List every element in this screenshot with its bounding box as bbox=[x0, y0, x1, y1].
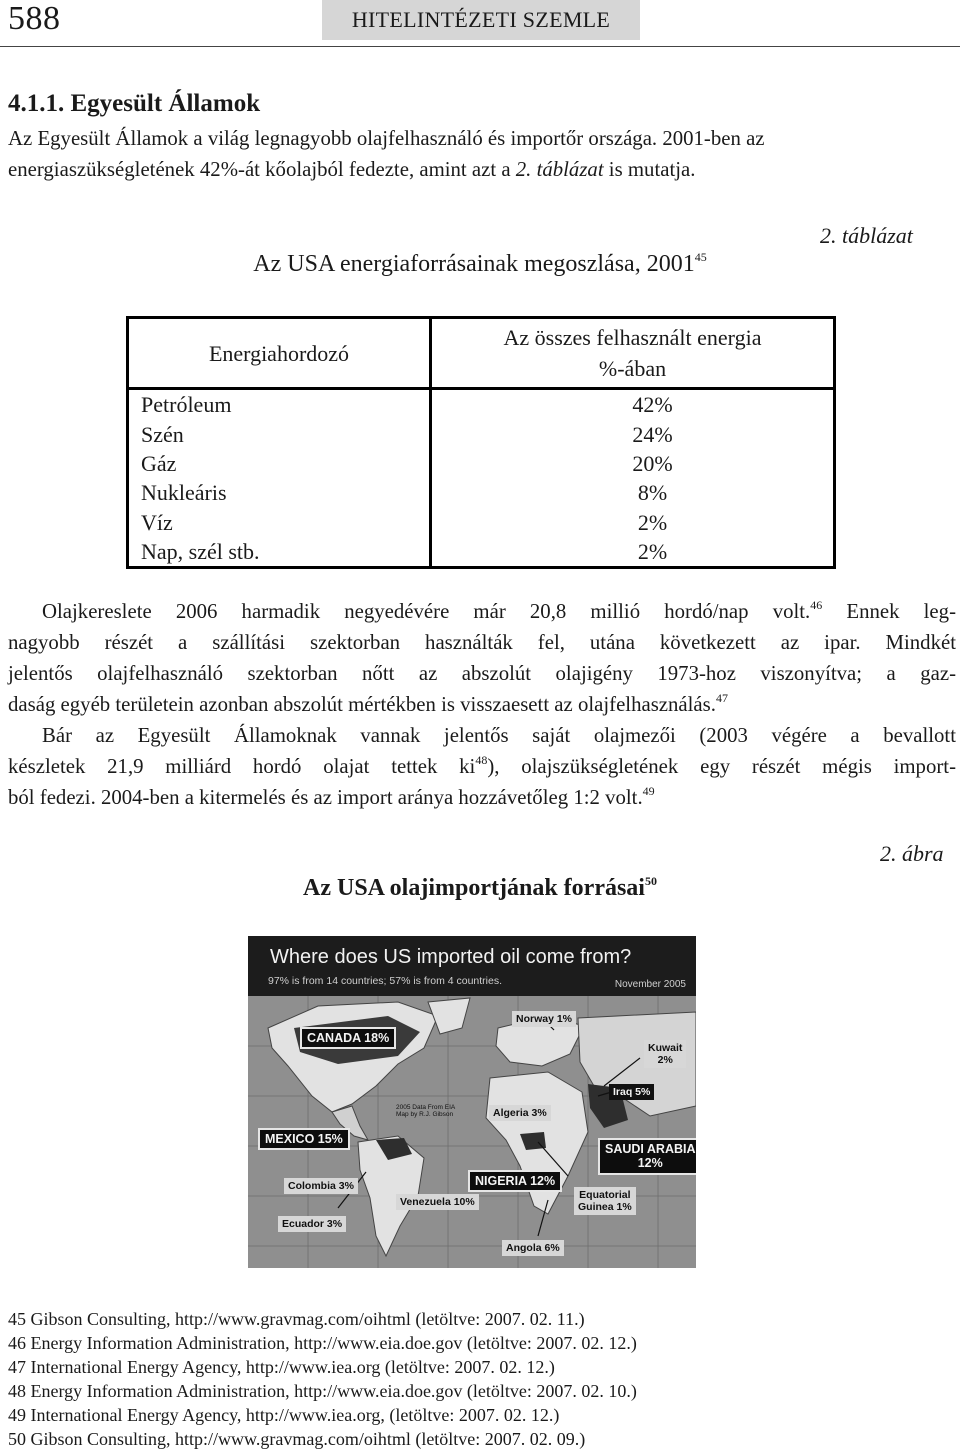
footnote-48: 48 Energy Information Administration, http://www.eia.doe.gov (letöltve: 2007. 02. 10.) bbox=[8, 1381, 637, 1401]
footnote-ref: 46 bbox=[810, 598, 823, 612]
table-row bbox=[128, 449, 835, 478]
body-line bbox=[8, 782, 956, 813]
intro-line-2-end: is mutatja. bbox=[603, 158, 696, 181]
label-colombia: Colombia 3% bbox=[284, 1178, 358, 1194]
label-equatorial-guinea-line-2: Guinea 1% bbox=[578, 1201, 632, 1214]
map-subtitle: 97% is from 14 countries; 57% is from 4 countries. bbox=[268, 975, 503, 987]
table-cell-value: 42% bbox=[632, 392, 673, 418]
body-line: Bár az Egyesült Államoknak vannak jelentős saját olajmezői (2003 végére a bevallott bbox=[42, 724, 956, 747]
body-text: daság egyéb területein azonban abszolút mértékben is visszaesett az olajfelhasználás. bbox=[8, 693, 716, 716]
journal-title-text: HITELINTÉZETI SZEMLE bbox=[351, 7, 611, 32]
table-title-footnote-ref: 45 bbox=[694, 250, 707, 264]
footnote-45: 45 Gibson Consulting, http://www.gravmag.com/oihtml (letöltve: 2007. 02. 11.) bbox=[8, 1309, 585, 1329]
footnote-49: 49 International Energy Agency, http://www.iea.org, (letöltve: 2007. 02. 12.) bbox=[8, 1405, 560, 1425]
header-rule bbox=[0, 46, 960, 47]
body-text: ), olajszükségletének egy részét mégis import- bbox=[487, 755, 956, 778]
footnote-ref: 47 bbox=[715, 691, 728, 705]
label-saudi-arabia bbox=[598, 1138, 696, 1175]
body-line bbox=[8, 689, 956, 720]
body-line: jelentős olajfelhasználó szektorban nőtt az abszolút olajigény 1973-hoz viszonyítva; a gaz- bbox=[8, 662, 956, 685]
section-title: 4.1.1. Egyesült Államok bbox=[8, 90, 261, 117]
footnote-50: 50 Gibson Consulting, http://www.gravmag.com/oihtml (letöltve: 2007. 02. 09.) bbox=[8, 1429, 586, 1449]
body-text: készletek 21,9 milliárd hordó olajat tettek ki bbox=[8, 755, 476, 778]
table-row bbox=[128, 508, 835, 537]
table-label: 2. táblázat bbox=[820, 223, 913, 248]
map-note bbox=[396, 1104, 455, 1118]
label-canada: CANADA 18% bbox=[300, 1027, 396, 1049]
label-ecuador: Ecuador 3% bbox=[278, 1216, 346, 1232]
footnotes bbox=[8, 1307, 637, 1451]
label-mexico: MEXICO 15% bbox=[258, 1128, 350, 1150]
map-date: November 2005 bbox=[614, 979, 686, 990]
map-note-line-2: Map by R.J. Gibson bbox=[396, 1111, 454, 1119]
label-angola: Angola 6% bbox=[502, 1240, 564, 1256]
table-title bbox=[0, 250, 960, 278]
label-venezuela: Venezuela 10% bbox=[396, 1194, 479, 1210]
table-row bbox=[128, 419, 835, 448]
table-cell-source: Petróleum bbox=[128, 389, 431, 420]
label-algeria: Algeria 3% bbox=[489, 1105, 551, 1121]
table-cell-source: Nap, szél stb. bbox=[128, 537, 431, 568]
table-title-text: Az USA energiaforrásainak megoszlása, 2001 bbox=[253, 251, 695, 277]
map-title: Where does US imported oil come from? bbox=[270, 946, 632, 968]
body-line bbox=[8, 751, 956, 782]
body-paragraphs bbox=[8, 596, 956, 813]
label-nigeria: NIGERIA 12% bbox=[468, 1170, 562, 1192]
table-cell-source: Víz bbox=[128, 508, 431, 537]
intro-line-2 bbox=[8, 154, 956, 185]
figure-title bbox=[0, 874, 960, 902]
journal-title bbox=[322, 0, 640, 40]
intro-line-2-text: energiaszükségletének 42%-át kőolajból fedezte, amint azt a bbox=[8, 158, 516, 181]
footnote-ref: 48 bbox=[475, 753, 488, 767]
body-line bbox=[8, 596, 956, 627]
figure-label: 2. ábra bbox=[880, 841, 944, 866]
table-row bbox=[128, 389, 835, 420]
column-header-share bbox=[431, 318, 835, 389]
figure-title-footnote-ref: 50 bbox=[644, 874, 657, 888]
body-text: Ennek leg- bbox=[822, 600, 956, 623]
label-equatorial-guinea bbox=[574, 1187, 636, 1215]
table-row bbox=[128, 478, 835, 507]
column-header-share-line-2: %-ában bbox=[598, 356, 667, 381]
intro-line-1: Az Egyesült Államok a világ legnagyobb olajfelhasználó és importőr országa. 2001-ben az bbox=[8, 127, 765, 150]
map-note-line-1: 2005 Data From EIA bbox=[396, 1104, 456, 1111]
footnote-ref: 49 bbox=[642, 784, 655, 798]
footnote-47: 47 International Energy Agency, http://www.iea.org (letöltve: 2007. 02. 12.) bbox=[8, 1357, 555, 1377]
label-kuwait-line-2: 2% bbox=[657, 1054, 673, 1067]
table-reference: 2. táblázat bbox=[515, 158, 604, 181]
body-line: nagyobb részét a szállítási szektorban használták fel, utána következett az ipar. Mindkét bbox=[8, 631, 956, 654]
label-kuwait bbox=[644, 1040, 686, 1068]
page-number: 588 bbox=[8, 0, 61, 37]
table-row bbox=[128, 537, 835, 568]
table-cell-source: Szén bbox=[128, 419, 431, 448]
figure-title-text: Az USA olajimportjának forrásai bbox=[303, 875, 645, 901]
body-text: ból fedezi. 2004-ben a kitermelés és az import aránya hozzávetőleg 1:2 volt. bbox=[8, 786, 643, 809]
label-saudi-arabia-line-2: 12% bbox=[637, 1156, 663, 1171]
table-header-row bbox=[128, 318, 835, 389]
table-cell-value: 24% bbox=[632, 421, 673, 447]
oil-import-map bbox=[248, 936, 696, 1268]
table-cell-source: Nukleáris bbox=[128, 478, 431, 507]
table-cell-source: Gáz bbox=[128, 449, 431, 478]
table-cell-value: 2% bbox=[637, 539, 668, 565]
label-saudi-arabia-line-1: SAUDI ARABIA bbox=[605, 1142, 696, 1156]
body-text: Olajkereslete 2006 harmadik negyedévére már 20,8 millió hordó/nap volt. bbox=[42, 600, 811, 623]
table-cell-value: 8% bbox=[637, 480, 668, 506]
energy-table bbox=[126, 316, 836, 569]
label-equatorial-guinea-line-1: Equatorial bbox=[579, 1189, 631, 1201]
table-cell-value: 2% bbox=[637, 509, 668, 535]
column-header-share-line-1: Az összes felhasznált energia bbox=[503, 325, 762, 350]
column-header-source: Energiahordozó bbox=[128, 318, 431, 389]
intro-paragraph bbox=[8, 123, 956, 185]
label-norway: Norway 1% bbox=[512, 1011, 576, 1027]
table-cell-value: 20% bbox=[632, 450, 673, 476]
label-iraq: Iraq 5% bbox=[609, 1084, 654, 1100]
label-kuwait-line-1: Kuwait bbox=[648, 1042, 683, 1054]
footnote-46: 46 Energy Information Administration, http://www.eia.doe.gov (letöltve: 2007. 02. 12.) bbox=[8, 1333, 637, 1353]
